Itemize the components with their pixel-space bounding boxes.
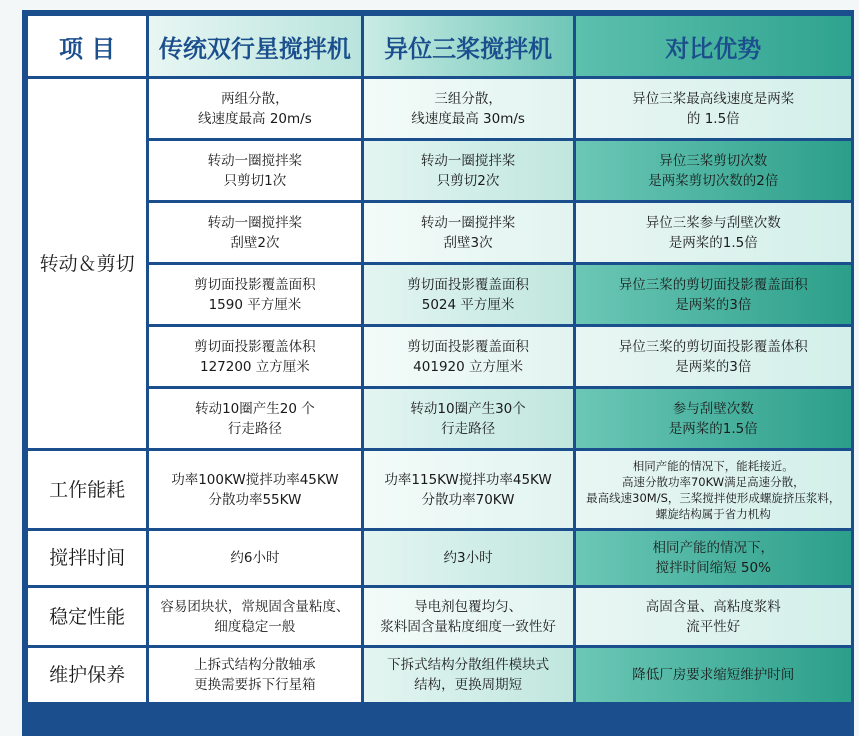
cell-line: 两组分散， [221, 90, 289, 107]
cell-line: 高固含量、高粘度浆料 [645, 598, 781, 615]
cell-advantage [576, 265, 851, 324]
cell-line: 分散功率70KW [421, 491, 515, 508]
cell-advantage [576, 327, 851, 386]
header-advantage: 对比优势 [576, 16, 851, 76]
cell-line: 三组分散， [434, 90, 502, 107]
cell-traditional [149, 141, 360, 200]
category-stability: 稳定性能 [28, 588, 146, 645]
cell-line: 最高线速30M/S，三桨搅拌使形成螺旋挤压浆料， [586, 490, 841, 505]
cell-line: 上拆式结构分散轴承 [194, 657, 316, 673]
cell-three-paddle [364, 141, 573, 200]
category-time: 搅拌时间 [28, 531, 146, 585]
cell-line: 转动一圈搅拌桨 [207, 152, 303, 169]
cell-line: 的 1.5倍 [686, 110, 740, 127]
header-row [28, 16, 851, 76]
header-traditional-mixer: 传统双行星搅拌机 [149, 16, 360, 76]
cell-line: 是两桨的3倍 [675, 358, 752, 375]
cell-line: 容易团块状，常规固含量粘度、 [160, 598, 350, 615]
comparison-table [25, 13, 854, 705]
cell-traditional [149, 203, 360, 262]
cell-traditional [149, 648, 360, 702]
cell-line: 转动一圈搅拌桨 [207, 214, 303, 231]
cell-line: 参与刮壁次数 [672, 400, 754, 417]
cell-line: 剪切面投影覆盖面积 [407, 338, 529, 355]
cell-traditional [149, 531, 360, 585]
category-maintenance: 维护保养 [28, 648, 146, 702]
cell-traditional [149, 265, 360, 324]
cell-line: 转动10圈产生20 个 [195, 400, 315, 417]
cell-line: 导电剂包覆均匀、 [414, 598, 523, 615]
cell-line: 5024 平方厘米 [421, 296, 515, 313]
cell-three-paddle [364, 265, 573, 324]
cell-three-paddle [364, 203, 573, 262]
cell-advantage [576, 203, 851, 262]
cell-line: 只剪切1次 [223, 172, 287, 189]
cell-line: 搅拌时间缩短 50% [655, 560, 771, 576]
cell-line: 转动一圈搅拌桨 [420, 214, 516, 231]
cell-three-paddle [364, 531, 573, 585]
cell-line: 浆料固含量粘度细度一致性好 [380, 618, 556, 635]
cell-three-paddle [364, 451, 573, 528]
cell-line: 127200 立方厘米 [199, 358, 310, 375]
cell-line: 剪切面投影覆盖面积 [407, 276, 529, 293]
cell-line: 功率115KW搅拌功率45KW [384, 471, 552, 488]
cell-line: 分散功率55KW [208, 491, 302, 508]
cell-line: 是两桨的1.5倍 [668, 234, 758, 251]
table-row [28, 451, 851, 528]
cell-traditional [149, 79, 360, 138]
header-item: 项 目 [28, 16, 146, 76]
cell-three-paddle [364, 327, 573, 386]
cell-line: 异位三桨最高线速度是两桨 [632, 90, 795, 107]
cell-line: 转动10圈产生30个 [410, 400, 526, 417]
cell-line: 线速度最高 30m/s [411, 110, 525, 127]
cell-advantage [576, 389, 851, 448]
cell-traditional [149, 588, 360, 645]
table-row [28, 588, 851, 645]
cell-advantage [576, 588, 851, 645]
table-row [28, 79, 851, 138]
table-row [28, 531, 851, 585]
cell-line: 降低厂房要求缩短维护时间 [632, 667, 795, 683]
cell-line: 相同产能的情况下， [652, 540, 775, 556]
cell-line: 约6小时 [230, 550, 280, 566]
cell-line: 细度稳定一般 [214, 618, 296, 635]
cell-traditional [149, 451, 360, 528]
cell-advantage [576, 648, 851, 702]
cell-line: 螺旋结构属于省力机构 [655, 506, 771, 521]
table-row [28, 203, 851, 262]
cell-traditional [149, 327, 360, 386]
cell-line: 异位三桨的剪切面投影覆盖体积 [618, 338, 808, 355]
cell-advantage [576, 451, 851, 528]
cell-line: 流平性好 [686, 618, 741, 635]
cell-advantage [576, 141, 851, 200]
table-row [28, 648, 851, 702]
cell-line: 更换需要拆下行星箱 [194, 677, 316, 693]
cell-line: 行走路径 [227, 420, 282, 437]
category-energy: 工作能耗 [28, 451, 146, 528]
header-three-paddle-mixer: 异位三桨搅拌机 [364, 16, 573, 76]
cell-line: 异位三桨的剪切面投影覆盖面积 [618, 276, 808, 293]
cell-three-paddle [364, 389, 573, 448]
cell-line: 是两桨的3倍 [675, 296, 752, 313]
cell-three-paddle [364, 648, 573, 702]
cell-line: 功率100KW搅拌功率45KW [171, 471, 339, 488]
cell-line: 只剪切2次 [436, 172, 500, 189]
cell-line: 剪切面投影覆盖体积 [194, 338, 316, 355]
cell-line: 刮壁3次 [443, 234, 493, 251]
cell-line: 高速分散功率70KW满足高速分散， [621, 474, 805, 489]
cell-three-paddle [364, 588, 573, 645]
cell-line: 相同产能的情况下，能耗接近。 [632, 458, 794, 473]
cell-line: 结构，更换周期短 [414, 677, 523, 693]
cell-advantage [576, 79, 851, 138]
cell-line: 1590 平方厘米 [208, 296, 302, 313]
comparison-table-frame [22, 10, 854, 736]
category-rotation-shear: 转动＆剪切 [28, 79, 146, 448]
cell-line: 行走路径 [441, 420, 496, 437]
cell-line: 刮壁2次 [230, 234, 280, 251]
table-row [28, 327, 851, 386]
table-row [28, 265, 851, 324]
cell-line: 线速度最高 20m/s [198, 110, 312, 127]
cell-line: 是两桨的1.5倍 [668, 420, 758, 437]
cell-advantage [576, 531, 851, 585]
cell-line: 401920 立方厘米 [413, 358, 523, 375]
cell-line: 异位三桨剪切次数 [659, 152, 768, 169]
cell-line: 转动一圈搅拌桨 [420, 152, 516, 169]
cell-line: 下拆式结构分散组件模块式 [387, 657, 550, 673]
cell-line: 异位三桨参与刮壁次数 [645, 214, 781, 231]
cell-line: 是两桨剪切次数的2倍 [648, 172, 779, 189]
table-row [28, 389, 851, 448]
table-row [28, 141, 851, 200]
cell-traditional [149, 389, 360, 448]
cell-line: 剪切面投影覆盖面积 [194, 276, 316, 293]
cell-three-paddle [364, 79, 573, 138]
cell-line: 约3小时 [443, 550, 493, 566]
